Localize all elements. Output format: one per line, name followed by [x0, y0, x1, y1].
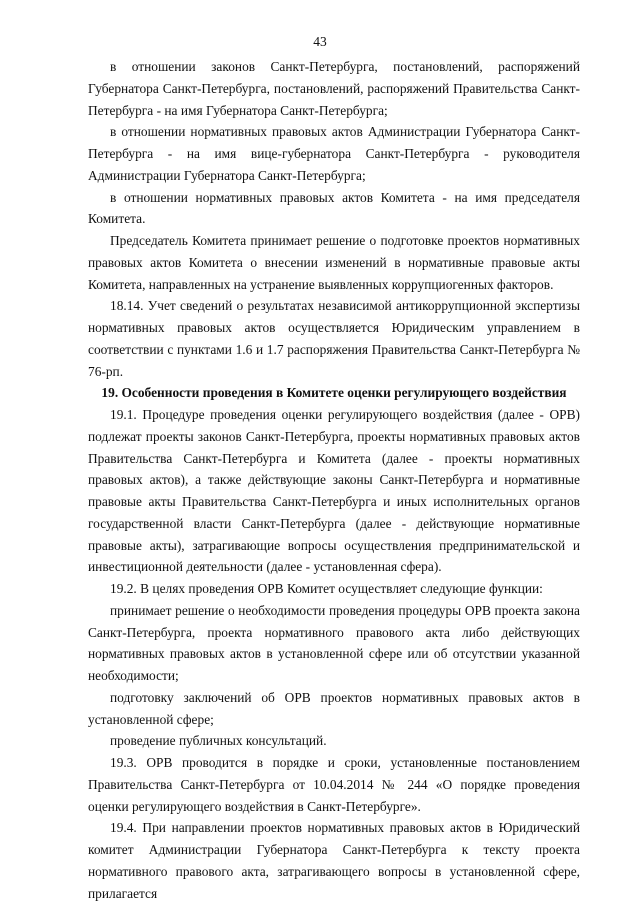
paragraph-19-3: 19.3. ОРВ проводится в порядке и сроки, установленные постановлением Правительства Санкт-Петербурга от 10.04.2014 № 244 «О порядке проведения оценки регулирующего воздействия в Санкт-Петербурге».	[88, 755, 580, 814]
paragraph-19-4: 19.4. При направлении проектов нормативных правовых актов в Юридический комитет Администрации Губернатора Санкт-Петербурга к тексту проекта нормативного правового акта, затрагивающего вопросы в установленной сфере, прилагается	[88, 820, 580, 901]
paragraph-recipients-committee: в отношении нормативных правовых актов Комитета - на имя председателя Комитета.	[88, 189, 580, 227]
paragraph-19-2: 19.2. В целях проведения ОРВ Комитет осуществляет следующие функции:	[110, 581, 543, 596]
paragraph-function-decision: принимает решение о необходимости проведения процедуры ОРВ проекта закона Санкт-Петербурга, проекта нормативного правового акта либо действующих нормативных правовых актов в установленной сфере или об отсутствии указанной необходимости;	[88, 602, 580, 683]
section-heading-19: 19. Особенности проведения в Комитете оценки регулирующего воздействия	[101, 385, 567, 401]
paragraph-recipients-administration: в отношении нормативных правовых актов Администрации Губернатора Санкт-Петербурга - на имя вице-губернатора Санкт-Петербурга - руководителя Администрации Губернатора Санкт-Петербурга;	[88, 124, 580, 183]
paragraph-function-conclusions: подготовку заключений об ОРВ проектов нормативных правовых актов в установленной сфере;	[88, 689, 580, 727]
paragraph-18-14: 18.14. Учет сведений о результатах независимой антикоррупционной экспертизы нормативных правовых актов осуществляется Юридическим управлением в соответствии с пунктами 1.6 и 1.7 распоряжения Правительства Санкт-Петербурга № 76-рп.	[88, 298, 580, 379]
page-number: 43	[313, 34, 327, 49]
paragraph-recipients-laws: в отношении законов Санкт-Петербурга, постановлений, распоряжений Губернатора Санкт-Петербурга, постановлений, распоряжений Правительства Санкт-Петербурга - на имя Губернатора Санкт-Петербурга;	[88, 59, 580, 118]
document-body	[88, 56, 580, 904]
paragraph-19-1: 19.1. Процедуре проведения оценки регулирующего воздействия (далее - ОРВ) подлежат проекты законов Санкт-Петербурга, проекты нормативных правовых актов Правительства Санкт-Петербурга и Комитета (далее - проекты нормативных правовых актов), а также действующие законы Санкт-Петербурга и нормативные правовые акты Правительства Санкт-Петербурга и иных исполнительных органов государственной власти Санкт-Петербурга (далее - действующие нормативные правовые акты), затрагивающие вопросы осуществления предпринимательской и инвестиционной деятельности (далее - установленная сфера).	[88, 407, 580, 575]
paragraph-function-consultations: проведение публичных консультаций.	[110, 733, 327, 749]
paragraph-chairman-decision: Председатель Комитета принимает решение о подготовке проектов нормативных правовых актов Комитета о внесении изменений в нормативные правовые акты Комитета, направленных на устранение выявленных коррупциогенных факторов.	[88, 233, 580, 292]
